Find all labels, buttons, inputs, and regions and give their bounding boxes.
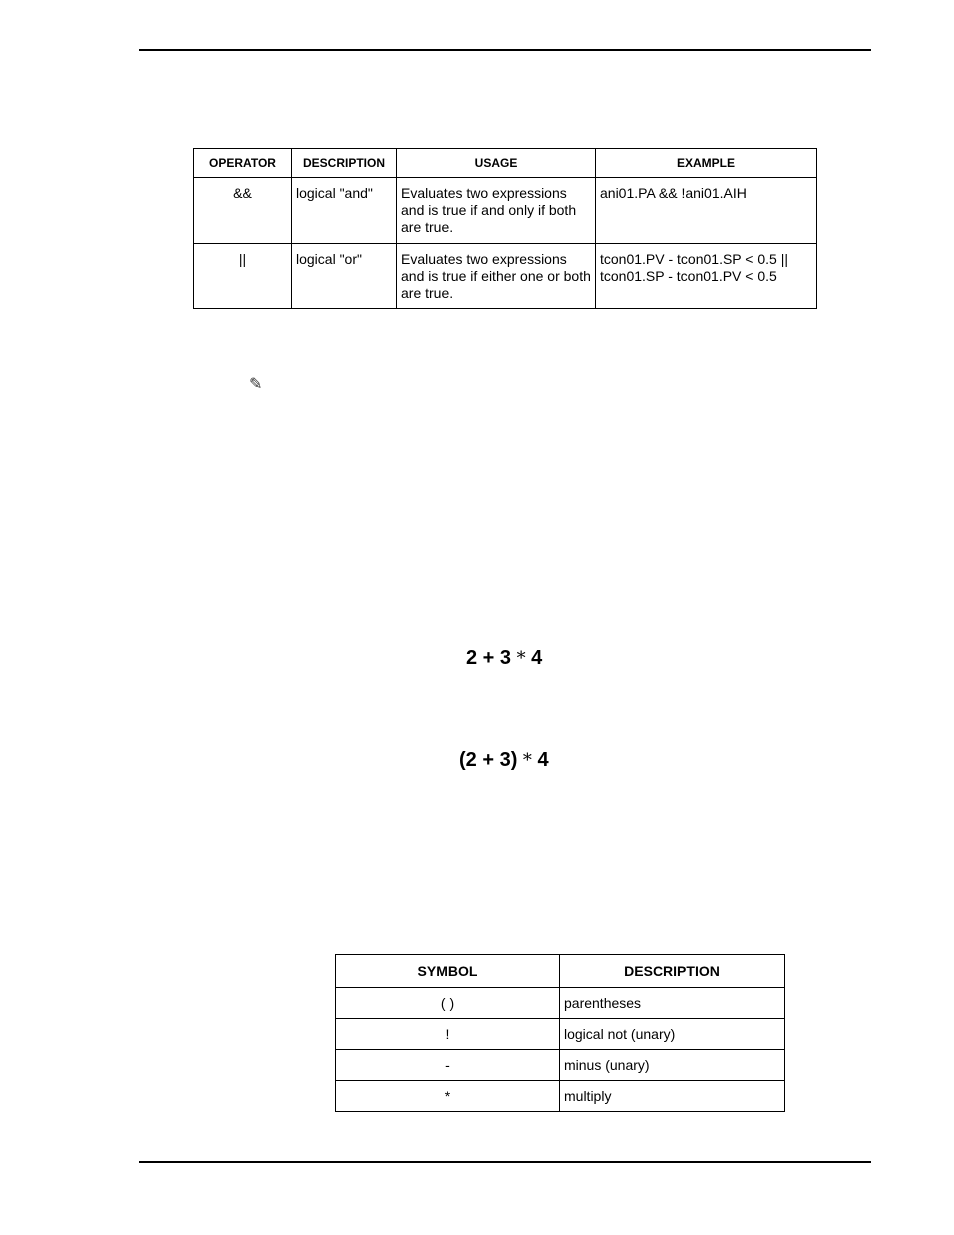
precedence-table [335,954,785,1112]
symbol-cell: ! [336,1019,560,1050]
expression-left: (2 + 3) [459,749,523,771]
multiply-symbol: * [522,750,532,771]
table-row [336,1019,785,1050]
table-row [194,244,817,309]
footer-rule [139,1161,871,1163]
description-cell: multiply [560,1081,785,1112]
operators-table [193,148,817,309]
symbol-cell: * [336,1081,560,1112]
usage-cell: Evaluates two expressions and is true if either one or both are true. [397,244,596,309]
column-header-usage: USAGE [397,149,596,178]
description-cell: logical "or" [292,244,397,309]
description-cell: logical "and" [292,178,397,244]
operator-cell: && [194,178,292,244]
expression-example-1 [466,647,542,670]
column-header-description: DESCRIPTION [292,149,397,178]
table-row [336,1081,785,1112]
example-cell: ani01.PA && !ani01.AIH [596,178,817,244]
column-header-symbol: SYMBOL [336,955,560,988]
usage-cell: Evaluates two expressions and is true if and only if both are true. [397,178,596,244]
description-cell: parentheses [560,988,785,1019]
symbol-cell: - [336,1050,560,1081]
expression-right: 4 [531,749,549,771]
table-row [336,988,785,1019]
expression-right: 4 [525,647,543,669]
symbol-cell: ( ) [336,988,560,1019]
example-cell: tcon01.PV - tcon01.SP < 0.5 || tcon01.SP - tcon01.PV < 0.5 [596,244,817,309]
column-header-description: DESCRIPTION [560,955,785,988]
description-cell: minus (unary) [560,1050,785,1081]
table-row [336,1050,785,1081]
expression-example-2 [459,749,549,772]
header-rule [139,49,871,51]
table-header-row [194,149,817,178]
operator-cell: || [194,244,292,309]
description-cell: logical not (unary) [560,1019,785,1050]
multiply-symbol: * [516,648,526,669]
pencil-icon: ✎ [249,374,263,393]
expression-left: 2 + 3 [466,647,517,669]
table-row [194,178,817,244]
column-header-example: EXAMPLE [596,149,817,178]
table-header-row [336,955,785,988]
column-header-operator: OPERATOR [194,149,292,178]
